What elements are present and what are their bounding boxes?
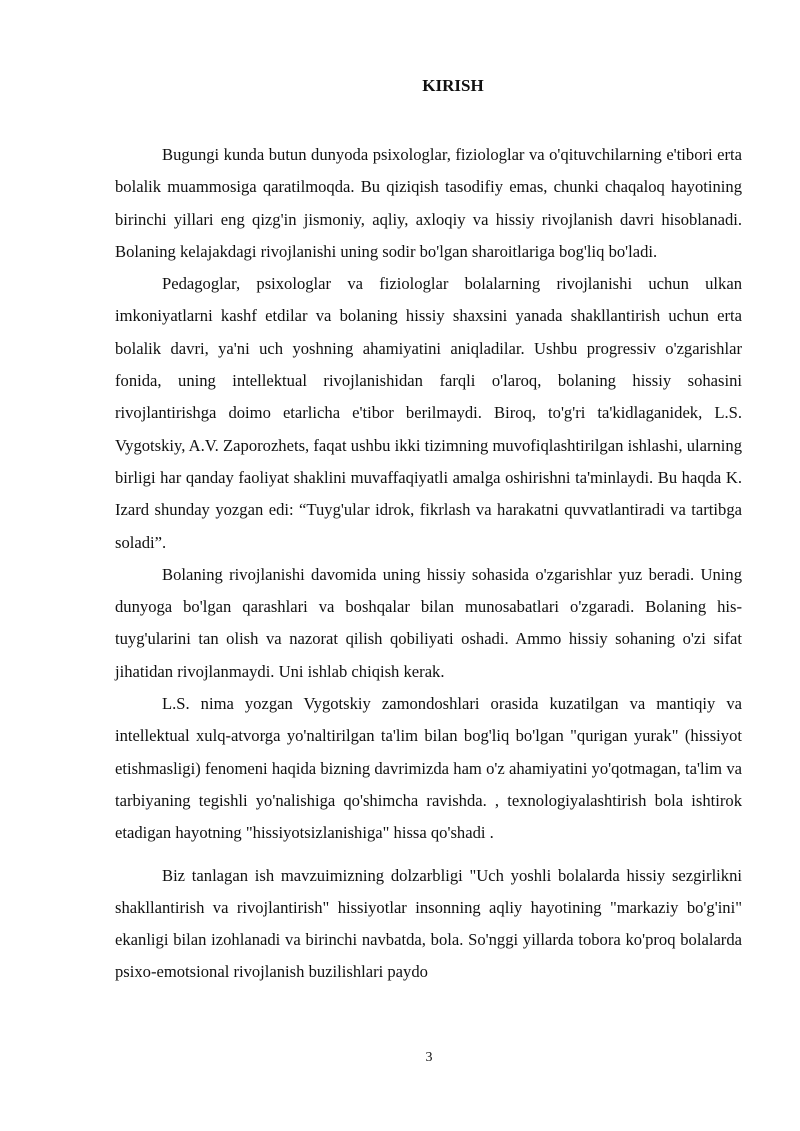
page-number: 3 [425,1050,433,1065]
section-heading: KIRISH [422,76,484,95]
paragraph-1: Bugungi kunda butun dunyoda psixologlar, fiziologlar va o'qituvchilarning e'tibori erta bolalik muammosiga qaratilmoqda. Bu qiziqish tasodifiy emas, chunki chaqaloq hayotining birinchi yillari eng qizg'in jismoniy, aqliy, axloqiy va hissiy rivojlanish davri hisoblanadi. Bolaning kelajakdagi rivojlanishi uning sodir bo'lgan sharoitlariga bog'liq bo'ladi. [115,145,742,261]
paragraph-4: L.S. nima yozgan Vygotskiy zamondoshlari orasida kuzatilgan va mantiqiy va intellektual xulq-atvorga yo'naltirilgan ta'lim bilan bog'liq bo'lgan "qurigan yurak" (hissiyot etishmasligi) fenomeni haqida bizning davrimizda ham o'z ahamiyatini yo'qotmagan, ta'lim va tarbiyaning tegishli yo'nalishiga qo'shimcha ravishda. , texnologiyalashtirish bola ishtirok etadigan hayotning "hissiyotsizlanishiga" hissa qo'shadi . [115,694,742,843]
body-text [115,139,742,989]
paragraph-3: Bolaning rivojlanishi davomida uning hissiy sohasida o'zgarishlar yuz beradi. Uning dunyoga bo'lgan qarashlari va boshqalar bilan munosabatlari o'zgaradi. Bolaning his-tuyg'ularini tan olish va nazorat qilish qobiliyati oshadi. Ammo hissiy sohaning o'zi sifat jihatidan rivojlanmaydi. Uni ishlab chiqish kerak. [115,564,742,681]
paragraph-5: Biz tanlagan ish mavzuimizning dolzarbligi "Uch yoshli bolalarda hissiy sezgirlikni shakllantirish va rivojlantirish" hissiyotlar insonning aqliy hayotining "markaziy bo'g'ini" ekanligi bilan izohlanadi va birinchi navbatda, bola. So'nggi yillarda tobora ko'proq bolalarda psixo-emotsional rivojlanish buzilishlari paydo [115,865,742,982]
paragraph-2: Pedagoglar, psixologlar va fiziologlar bolalarning rivojlanishi uchun ulkan imkoniyatlarni kashf etdilar va bolaning hissiy shaxsini yanada shakllantirish uchun erta bolalik davri, ya'ni uch yoshning ahamiyatini aniqladilar. Ushbu progressiv o'zgarishlar fonida, uning intellektual rivojlanishidan farqli o'laroq, bolaning hissiy sohasini rivojlantirishga doimo etarlicha e'tibor berilmaydi. Biroq, to'g'ri ta'kidlaganidek, L.S. Vygotskiy, A.V. Zaporozhets, faqat ushbu ikki tizimning muvofiqlashtirilgan ishlashi, ularning birligi har qanday faoliyat shaklini muvaffaqiyatli amalga oshirishni ta'minlaydi. Bu haqda K. Izard shunday yozgan edi: “Tuyg'ular idrok, fikrlash va harakatni quvvatlantiradi va tartibga soladi”. [115,274,742,552]
